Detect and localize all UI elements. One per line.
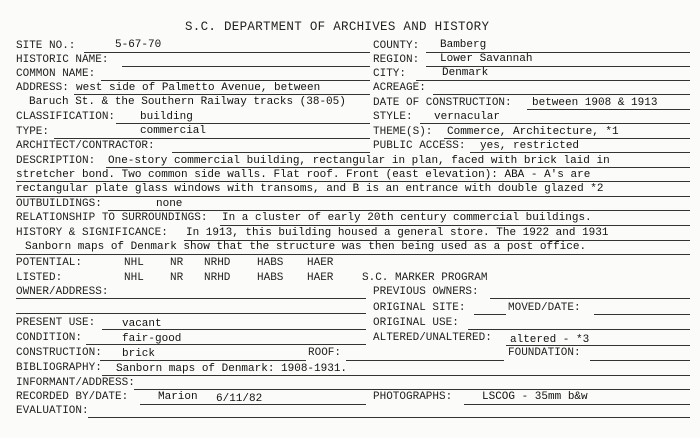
common-name-line <box>101 80 370 81</box>
history-label: HISTORY & SIGNIFICANCE: <box>16 227 168 239</box>
photographs-value: LSCOG - 35mm b&w <box>482 391 588 403</box>
address-line-1: west side of Palmetto Avenue, between <box>76 82 321 94</box>
evaluation-line <box>88 417 690 418</box>
listed-haer[interactable]: HAER <box>307 272 334 284</box>
construction-line <box>100 360 306 361</box>
public-access-line <box>470 152 690 153</box>
altered-line <box>506 345 690 346</box>
description-line-1: One-story commercial building, rectangular in plan, faced with brick laid in <box>108 155 610 167</box>
moved-date-label: MOVED/DATE: <box>508 302 581 314</box>
relationship-label: RELATIONSHIP TO SURROUNDINGS: <box>16 212 208 224</box>
date-of-construction-value: between 1908 & 1913 <box>532 97 658 109</box>
classification-line <box>116 123 370 124</box>
outbuildings-value: none <box>156 198 183 210</box>
bibliography-value: Sanborn maps of Denmark: 1908-1931. <box>116 363 348 375</box>
present-use-label: PRESENT USE: <box>16 317 96 329</box>
recorded-date: 6/11/82 <box>216 393 263 405</box>
style-label: STYLE: <box>373 111 413 123</box>
description-line-3: rectangular plate glass windows with transoms, and B is an entrance with double glazed *2 <box>16 183 604 195</box>
photographs-label: PHOTOGRAPHS: <box>373 391 453 403</box>
original-site-line <box>474 314 506 315</box>
previous-owners-line <box>490 298 690 299</box>
original-use-line <box>468 329 690 330</box>
themes-line <box>444 138 690 139</box>
history-line-1: In 1913, this building housed a general store. The 1922 and 1931 <box>186 227 609 239</box>
potential-label: POTENTIAL: <box>16 257 83 269</box>
previous-owners-label: PREVIOUS OWNERS: <box>373 286 479 298</box>
original-use-label: ORIGINAL USE: <box>373 317 459 329</box>
style-line <box>420 123 690 124</box>
potential-haer[interactable]: HAER <box>307 257 334 269</box>
condition-value: fair-good <box>122 333 182 345</box>
potential-nhl[interactable]: NHL <box>124 257 144 269</box>
condition-label: CONDITION: <box>16 332 83 344</box>
classification-value: building <box>140 111 193 123</box>
moved-date-line <box>594 314 690 315</box>
evaluation-label: EVALUATION: <box>16 405 89 417</box>
bibliography-line <box>102 375 690 376</box>
city-label: CITY: <box>373 68 407 80</box>
common-name-label: COMMON NAME: <box>16 68 96 80</box>
architect-label: ARCHITECT/CONTRACTOR: <box>16 140 155 152</box>
historic-name-line <box>122 66 370 67</box>
recorded-label: RECORDED BY/DATE: <box>16 391 129 403</box>
potential-nr[interactable]: NR <box>170 257 184 269</box>
owner-address-line-2 <box>16 313 366 314</box>
description-rule-3 <box>16 196 690 197</box>
history-line-2: Sanborn maps of Denmark show that the structure was then being used as a post office. <box>25 241 587 253</box>
recorded-line <box>140 404 366 405</box>
roof-label: ROOF: <box>308 347 342 359</box>
public-access-value: yes, restricted <box>480 140 580 152</box>
city-value: Denmark <box>442 67 489 79</box>
acreage-label: ACREAGE: <box>373 82 426 94</box>
page-title: S.C. DEPARTMENT OF ARCHIVES AND HISTORY <box>185 20 490 34</box>
site-no-label: SITE NO.: <box>16 40 76 52</box>
altered-label: ALTERED/UNALTERED: <box>373 332 492 344</box>
listed-nrhd[interactable]: NRHD <box>204 272 231 284</box>
themes-value: Commerce, Architecture, *1 <box>447 126 619 138</box>
informant-label: INFORMANT/ADDRESS: <box>16 377 135 389</box>
altered-value: altered - *3 <box>510 334 590 346</box>
historic-name-label: HISTORIC NAME: <box>16 54 109 66</box>
address-line-2: Baruch St. & the Southern Railway tracks (38-05) <box>29 96 346 108</box>
public-access-label: PUBLIC ACCESS: <box>373 140 466 152</box>
county-label: COUNTY: <box>373 40 420 52</box>
description-line-2: stretcher bond. Two common side walls. Flat roof. Front (east elevation): ABA - A's are <box>16 169 591 181</box>
informant-line <box>134 389 690 390</box>
date-of-construction-line <box>527 109 690 110</box>
county-value: Bamberg <box>440 39 487 51</box>
region-value: Lower Savannah <box>440 53 533 65</box>
photographs-line <box>464 404 690 405</box>
address-line-1-rule <box>74 94 370 95</box>
site-no-value: 5-67-70 <box>115 39 162 51</box>
type-label: TYPE: <box>16 126 50 138</box>
type-value: commercial <box>140 125 207 137</box>
marker-program-label: S.C. MARKER PROGRAM <box>362 272 488 284</box>
construction-value: brick <box>122 348 156 360</box>
listed-habs[interactable]: HABS <box>257 272 284 284</box>
address-label: ADDRESS: <box>16 82 69 94</box>
potential-nrhd[interactable]: NRHD <box>204 257 231 269</box>
listed-label: LISTED: <box>16 272 63 284</box>
present-use-line <box>102 329 366 330</box>
classification-label: CLASSIFICATION: <box>16 111 116 123</box>
style-value: vernacular <box>434 111 501 123</box>
listed-nhl[interactable]: NHL <box>124 272 144 284</box>
acreage-line <box>433 94 690 95</box>
condition-line <box>86 344 366 345</box>
city-line <box>416 80 690 81</box>
history-rule-2 <box>16 254 690 255</box>
region-label: REGION: <box>373 54 420 66</box>
outbuildings-label: OUTBUILDINGS: <box>16 198 102 210</box>
foundation-line <box>590 360 690 361</box>
owner-address-label: OWNER/ADDRESS: <box>16 286 109 298</box>
potential-habs[interactable]: HABS <box>257 257 284 269</box>
roof-line <box>346 360 504 361</box>
relationship-line <box>220 225 690 226</box>
date-of-construction-label: DATE OF CONSTRUCTION: <box>373 97 512 109</box>
original-site-label: ORIGINAL SITE: <box>373 302 466 314</box>
foundation-label: FOUNDATION: <box>508 347 581 359</box>
architect-line <box>172 152 370 153</box>
description-label: DESCRIPTION: <box>16 155 96 167</box>
construction-label: CONSTRUCTION: <box>16 347 102 359</box>
present-use-value: vacant <box>122 318 162 330</box>
description-rule-2 <box>16 181 690 182</box>
themes-label: THEME(S): <box>373 126 433 138</box>
listed-nr[interactable]: NR <box>170 272 184 284</box>
relationship-value: In a cluster of early 20th century commercial buildings. <box>222 212 592 224</box>
outbuildings-line <box>108 210 690 211</box>
type-line <box>54 138 370 139</box>
site-no-line <box>84 52 370 53</box>
bibliography-label: BIBLIOGRAPHY: <box>16 362 102 374</box>
description-rule-1 <box>106 167 690 168</box>
recorded-name: Marion <box>158 391 198 403</box>
owner-address-line <box>16 298 366 299</box>
